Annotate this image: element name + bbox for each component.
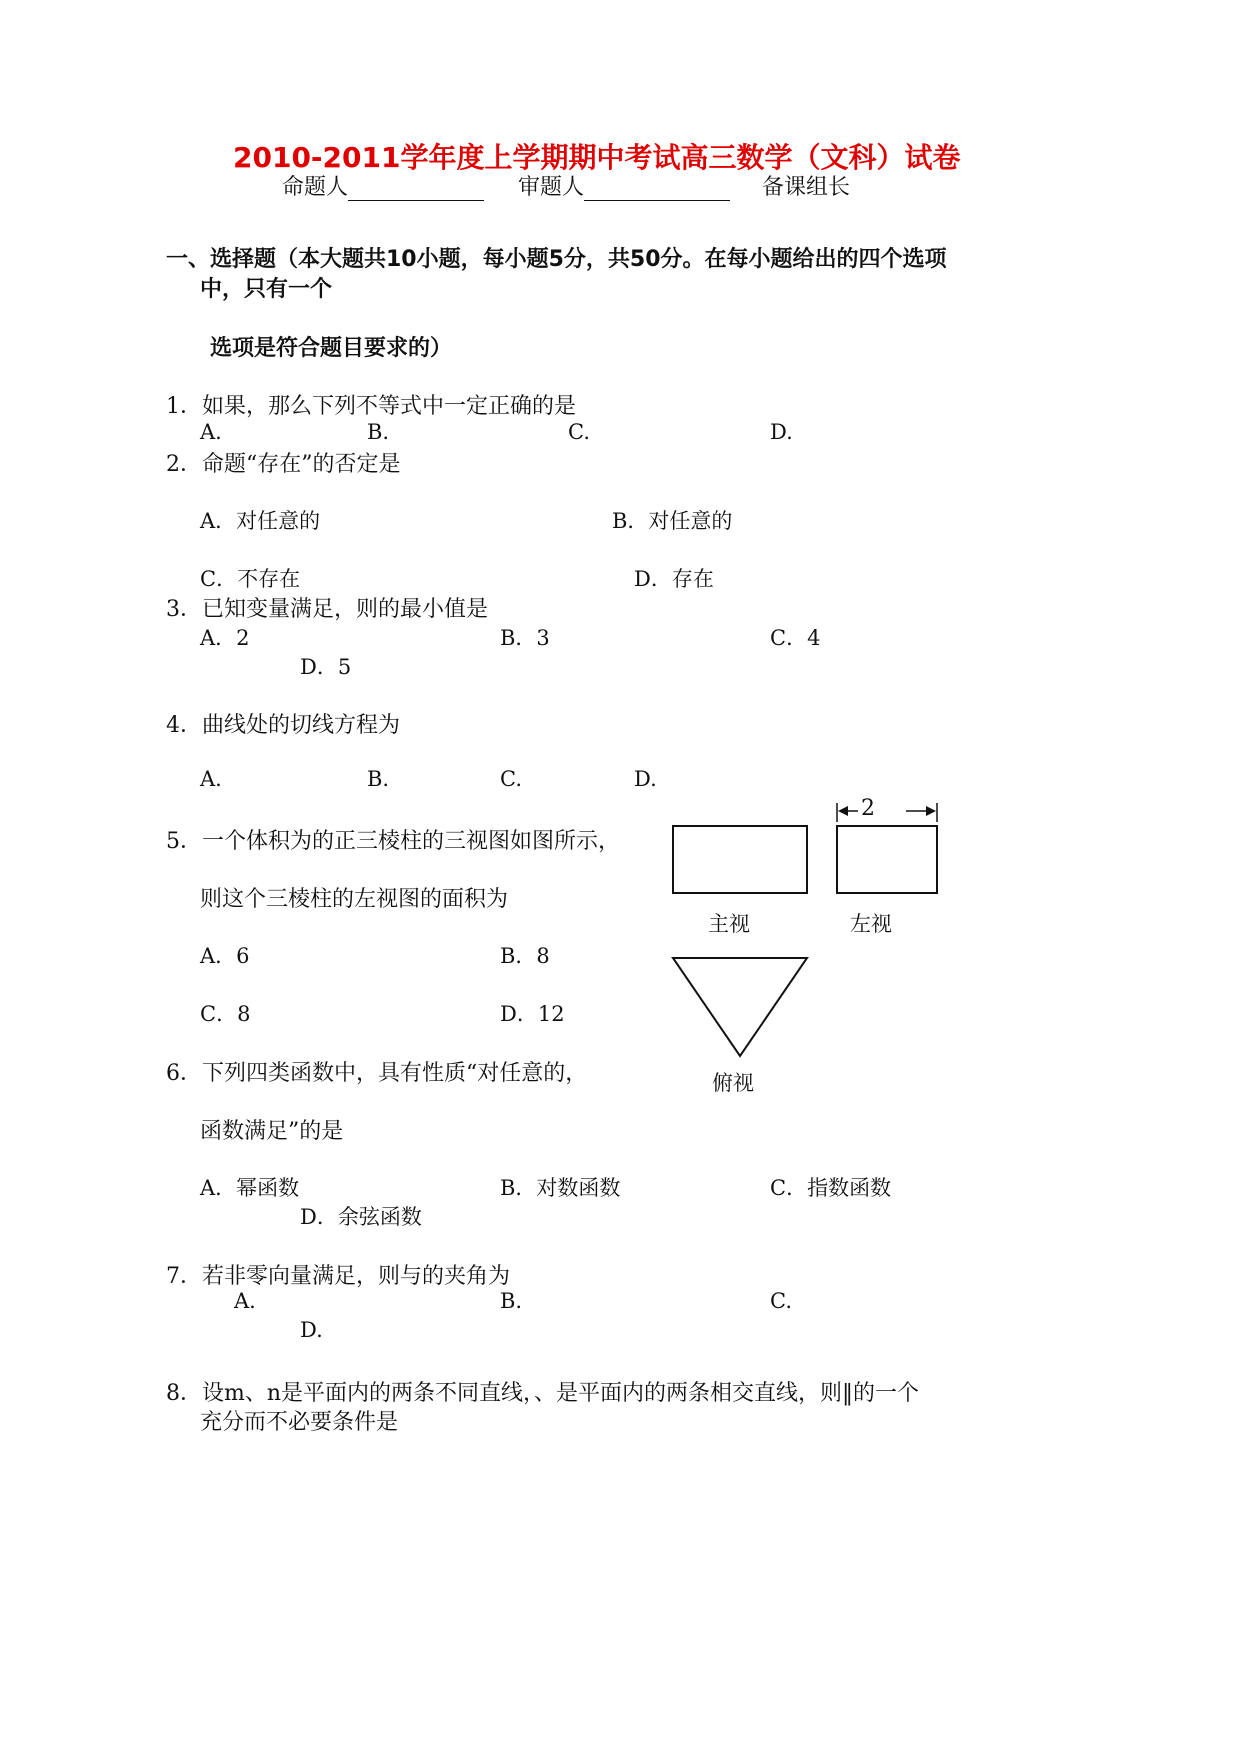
question-5-option-c: C．8 [200,1002,251,1026]
question-1-option-b: B. [367,420,390,444]
question-7-option-c: C. [770,1289,792,1313]
question-2-option-a: A．对任意的 [200,509,321,533]
three-view-figure [660,795,960,1075]
question-7-option-d: D. [300,1318,323,1342]
front-view-rect [673,826,807,893]
question-6-option-a: A．幂函数 [200,1176,300,1200]
front-view-label: 主视 [708,912,750,936]
question-7-option-a: A. [234,1289,256,1313]
question-8-stem-line1: 8．设m、n是平面内的两条不同直线，、是平面内的两条相交直线，则‖的一个 [166,1381,920,1406]
question-7-option-b: B. [500,1289,523,1313]
question-4-option-b: B. [367,767,390,791]
question-6-option-c: C．指数函数 [770,1176,892,1200]
side-view-label: 左视 [850,912,892,936]
question-3-stem: 3．已知变量满足，则的最小值是 [166,597,488,622]
dimension-label: 2 [861,796,875,821]
question-4-option-d: D. [634,767,657,791]
question-8-stem-line2: 充分而不必要条件是 [200,1410,399,1435]
question-4-option-c: C. [500,767,522,791]
question-3-option-a: A．2 [200,626,250,650]
setter-label: 命题人 [282,175,349,200]
question-3-option-b: B．3 [500,626,550,650]
question-3-option-d: D．5 [300,655,352,679]
top-view-label: 俯视 [712,1071,754,1095]
question-5-stem-line2: 则这个三棱柱的左视图的面积为 [200,887,509,912]
question-1-option-c: C. [568,420,590,444]
question-6-stem-line1: 6．下列四类函数中，具有性质“对任意的， [166,1061,588,1086]
exam-title: 2010-2011学年度上学期期中考试高三数学（文科）试卷 [233,141,961,174]
section-heading-line3: 选项是符合题目要求的） [210,336,453,361]
question-5-option-a: A．6 [200,944,250,968]
question-6-option-d: D．余弦函数 [300,1205,422,1229]
question-1-option-a: A. [200,420,222,444]
question-4-option-a: A. [200,767,222,791]
side-view-rect [837,826,937,893]
section-heading-line2: 中，只有一个 [200,277,333,302]
question-5-option-d: D．12 [500,1002,565,1026]
question-6-stem-line2: 函数满足”的是 [200,1119,344,1144]
question-7-stem: 7．若非零向量满足，则与的夹角为 [166,1264,510,1289]
exam-header [282,170,850,201]
dimension-marker [837,803,937,822]
reviewer-label: 审题人 [518,175,585,200]
section-heading-line1: 一、选择题（本大题共10小题，每小题5分，共50分。在每小题给出的四个选项 [166,247,947,272]
question-4-stem: 4．曲线处的切线方程为 [166,713,400,738]
question-6-option-b: B．对数函数 [500,1176,621,1200]
setter-blank [348,180,484,201]
question-2-stem: 2．命题“存在”的否定是 [166,452,401,477]
leader-label: 备课组长 [762,175,851,200]
question-2-option-d: D．存在 [634,567,714,591]
question-1-option-d: D. [770,420,793,444]
question-2-option-b: B．对任意的 [612,509,733,533]
question-1-stem: 1．如果，那么下列不等式中一定正确的是 [166,394,576,419]
reviewer-blank [584,180,730,201]
question-2-option-c: C．不存在 [200,567,301,591]
top-view-triangle [673,958,807,1056]
question-5-stem-line1: 5．一个体积为的正三棱柱的三视图如图所示， [166,829,620,854]
question-5-option-b: B．8 [500,944,550,968]
question-3-option-c: C．4 [770,626,821,650]
